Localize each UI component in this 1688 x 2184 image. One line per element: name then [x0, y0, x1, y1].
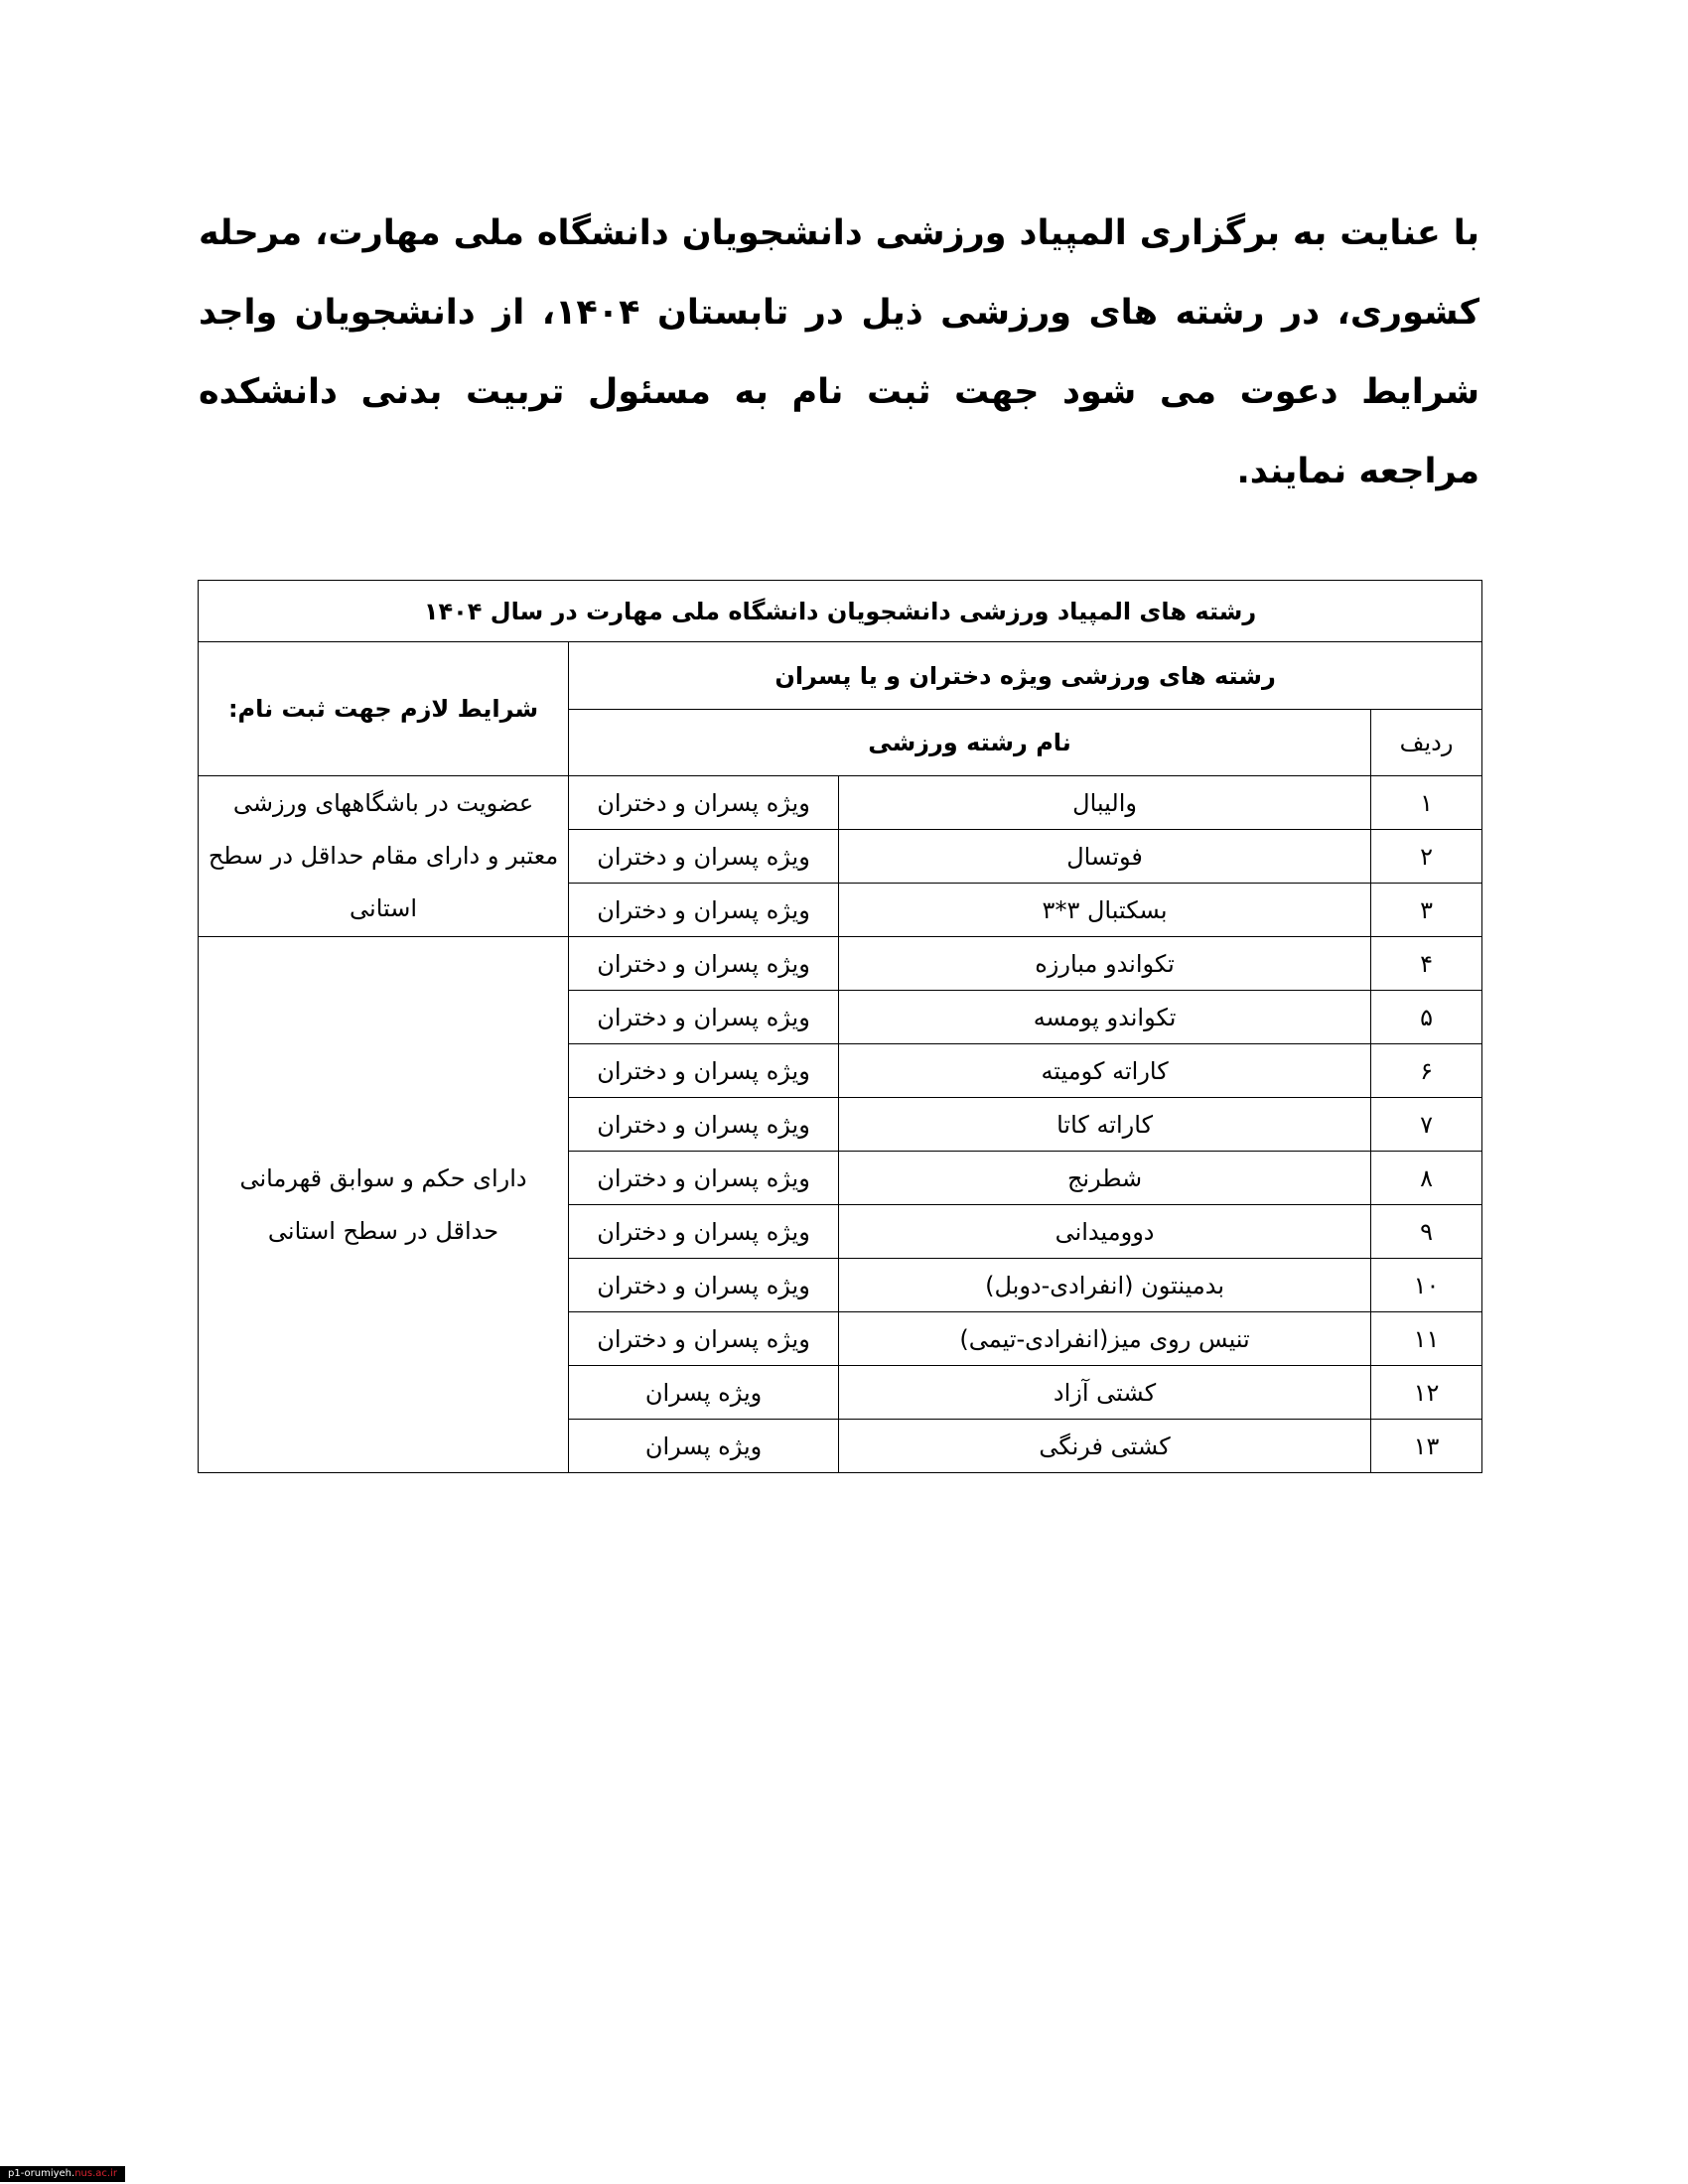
row-gender: ویژه پسران و دختران: [569, 1098, 839, 1152]
row-sport: فوتسال: [839, 830, 1371, 884]
table-header-row: [199, 642, 1482, 710]
row-sport: کاراته کومیته: [839, 1044, 1371, 1098]
row-sport: کاراته کاتا: [839, 1098, 1371, 1152]
header-main: رشته های ورزشی ویژه دختران و یا پسران: [569, 642, 1482, 710]
header-radif: ردیف: [1371, 710, 1482, 776]
row-radif: ۷: [1371, 1098, 1482, 1152]
table-title: رشته های المپیاد ورزشی دانشجویان دانشگاه ملی مهارت در سال ۱۴۰۴: [199, 581, 1482, 642]
table-row: [199, 776, 1482, 830]
row-sport: دوومیدانی: [839, 1205, 1371, 1259]
row-sport: تکواندو مبارزه: [839, 937, 1371, 991]
row-gender: ویژه پسران: [569, 1366, 839, 1420]
sports-table: [198, 580, 1482, 1473]
row-gender: ویژه پسران و دختران: [569, 884, 839, 937]
row-sport: بدمینتون (انفرادی-دوبل): [839, 1259, 1371, 1312]
row-gender: ویژه پسران و دختران: [569, 937, 839, 991]
row-sport: والیبال: [839, 776, 1371, 830]
row-sport: شطرنج: [839, 1152, 1371, 1205]
row-sport: تنیس روی میز(انفرادی-تیمی): [839, 1312, 1371, 1366]
row-sport: کشتی فرنگی: [839, 1420, 1371, 1473]
row-radif: ۱۲: [1371, 1366, 1482, 1420]
row-sport: کشتی آزاد: [839, 1366, 1371, 1420]
row-gender: ویژه پسران و دختران: [569, 1044, 839, 1098]
footer-url-bar: [0, 2166, 125, 2182]
row-radif: ۱: [1371, 776, 1482, 830]
row-gender: ویژه پسران: [569, 1420, 839, 1473]
condition-club-membership: عضویت در باشگاههای ورزشی معتبر و دارای مقام حداقل در سطح استانی: [199, 776, 569, 937]
row-radif: ۶: [1371, 1044, 1482, 1098]
row-radif: ۸: [1371, 1152, 1482, 1205]
row-radif: ۱۰: [1371, 1259, 1482, 1312]
row-gender: ویژه پسران و دختران: [569, 991, 839, 1044]
row-radif: ۲: [1371, 830, 1482, 884]
row-gender: ویژه پسران و دختران: [569, 776, 839, 830]
row-sport: بسکتبال ۳*۳: [839, 884, 1371, 937]
header-sport-name: نام رشته ورزشی: [569, 710, 1371, 776]
row-gender: ویژه پسران و دختران: [569, 830, 839, 884]
table-title-row: [199, 581, 1482, 642]
row-radif: ۵: [1371, 991, 1482, 1044]
row-sport: تکواندو پومسه: [839, 991, 1371, 1044]
row-gender: ویژه پسران و دختران: [569, 1312, 839, 1366]
row-gender: ویژه پسران و دختران: [569, 1205, 839, 1259]
row-gender: ویژه پسران و دختران: [569, 1152, 839, 1205]
row-radif: ۹: [1371, 1205, 1482, 1259]
row-radif: ۱۱: [1371, 1312, 1482, 1366]
intro-paragraph: با عنایت به برگزاری المپیاد ورزشی دانشجویان دانشگاه ملی مهارت، مرحله کشوری، در رشته های ورزشی ذیل در تابستان ۱۴۰۴، از دانشجویان واجد شرایط دعوت می شود جهت ثبت نام به مسئول تربیت بدنی دانشکده مراجعه نمایند.: [199, 213, 1479, 491]
row-radif: ۴: [1371, 937, 1482, 991]
row-radif: ۱۳: [1371, 1420, 1482, 1473]
row-gender: ویژه پسران و دختران: [569, 1259, 839, 1312]
footer-domain: nus.ac.ir: [74, 2168, 117, 2179]
table-row: [199, 937, 1482, 991]
header-conditions: شرایط لازم جهت ثبت نام:: [199, 642, 569, 776]
condition-referee-championship: دارای حکم و سوابق قهرمانی حداقل در سطح استانی: [199, 937, 569, 1473]
row-radif: ۳: [1371, 884, 1482, 937]
footer-prefix: p1-orumiyeh.: [8, 2168, 75, 2179]
